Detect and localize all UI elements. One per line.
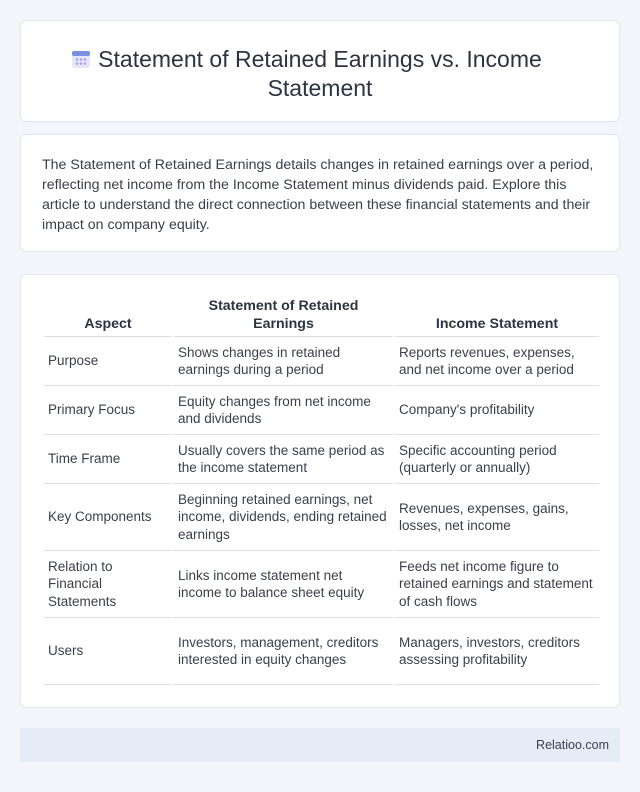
table-row xyxy=(44,484,599,551)
row-income-statement: Feeds net income figure to retained earnings and statement of cash flows xyxy=(395,551,599,618)
row-income-statement: Revenues, expenses, gains, losses, net income xyxy=(395,484,599,551)
row-income-statement: Reports revenues, expenses, and net income over a period xyxy=(395,337,599,386)
comparison-table xyxy=(42,295,601,685)
row-retained-earnings: Investors, management, creditors interested in equity changes xyxy=(174,618,393,685)
column-header-retained-earnings: Statement of Retained Earnings xyxy=(174,295,393,337)
table-row xyxy=(44,551,599,618)
intro-card xyxy=(20,134,620,252)
row-aspect: Time Frame xyxy=(44,435,172,484)
row-retained-earnings: Equity changes from net income and dividends xyxy=(174,386,393,435)
page-title: Statement of Retained Earnings vs. Income Statement xyxy=(98,46,542,101)
column-header-income-statement: Income Statement xyxy=(395,295,599,337)
table-row xyxy=(44,386,599,435)
row-income-statement: Specific accounting period (quarterly or annually) xyxy=(395,435,599,484)
row-income-statement: Company's profitability xyxy=(395,386,599,435)
title-card xyxy=(20,20,620,122)
table-row xyxy=(44,435,599,484)
comparison-card xyxy=(20,274,620,708)
row-retained-earnings: Links income statement net income to balance sheet equity xyxy=(174,551,393,618)
row-aspect: Key Components xyxy=(44,484,172,551)
row-retained-earnings: Shows changes in retained earnings during a period xyxy=(174,337,393,386)
row-aspect: Users xyxy=(44,618,172,685)
intro-paragraph: The Statement of Retained Earnings details changes in retained earnings over a period, reflecting net income from the Income Statement minus dividends paid. Explore this article to understand the direct connection between these financial statements and their impact on company equity. xyxy=(42,157,594,233)
table-row xyxy=(44,618,599,685)
row-income-statement: Managers, investors, creditors assessing profitability xyxy=(395,618,599,685)
footer-bar xyxy=(20,728,620,762)
row-aspect: Primary Focus xyxy=(44,386,172,435)
row-retained-earnings: Usually covers the same period as the income statement xyxy=(174,435,393,484)
table-header-row xyxy=(44,295,599,337)
column-header-aspect: Aspect xyxy=(44,295,172,337)
footer-site-link[interactable]: Relatioo.com xyxy=(536,738,609,752)
row-aspect: Purpose xyxy=(44,337,172,386)
table-row xyxy=(44,337,599,386)
row-retained-earnings: Beginning retained earnings, net income, dividends, ending retained earnings xyxy=(174,484,393,551)
row-aspect: Relation to Financial Statements xyxy=(44,551,172,618)
